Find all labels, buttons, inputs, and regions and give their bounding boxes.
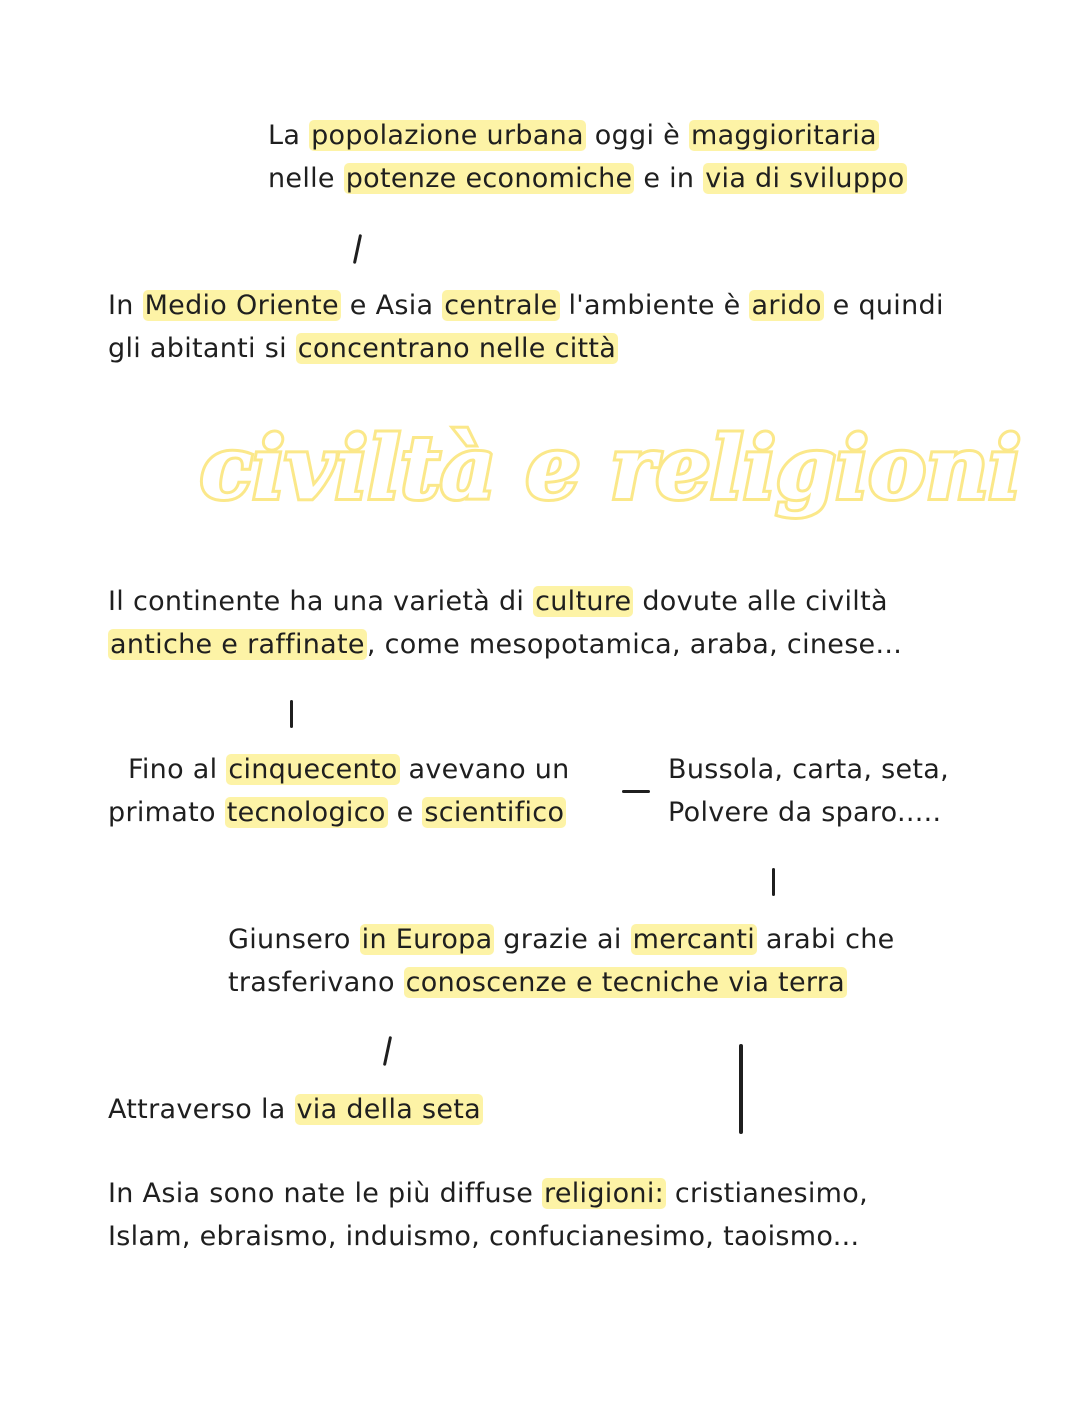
- highlight: scientifico: [424, 797, 565, 828]
- highlight: centrale: [444, 290, 558, 321]
- note-line: Giunsero in Europa grazie ai mercanti arabi che: [228, 924, 895, 955]
- highlight: cinquecento: [228, 754, 398, 785]
- highlight: religioni:: [544, 1178, 665, 1209]
- note-merchants: [228, 918, 895, 1004]
- highlight: in Europa: [361, 924, 493, 955]
- note-religions: [108, 1172, 868, 1258]
- highlight: via di sviluppo: [705, 163, 905, 194]
- note-urban-population: [268, 114, 907, 200]
- section-title: civiltà e religioni: [200, 418, 1022, 519]
- note-line: Attraverso la via della seta: [108, 1094, 482, 1125]
- highlight: antiche e raffinate: [110, 629, 365, 660]
- note-cultures: [108, 580, 902, 666]
- note-inventions: [668, 748, 949, 834]
- highlight: conoscenze e tecniche via terra: [405, 967, 846, 998]
- note-line: trasferivano conoscenze e tecniche via terra: [228, 967, 846, 998]
- connector-line: [739, 1044, 743, 1134]
- note-line: Bussola, carta, seta,: [668, 754, 949, 785]
- note-line: gli abitanti si concentrano nelle città: [108, 333, 617, 364]
- highlight: potenze economiche: [345, 163, 633, 194]
- highlight: arido: [751, 290, 822, 321]
- note-line: Polvere da sparo.....: [668, 797, 942, 828]
- note-line: Fino al cinquecento avevano un: [128, 754, 570, 785]
- connector-dash: [622, 790, 650, 793]
- highlight: Medio Oriente: [144, 290, 339, 321]
- note-line: antiche e raffinate, come mesopotamica, araba, cinese...: [110, 629, 903, 660]
- connector-slash: [353, 234, 362, 264]
- highlight: tecnologico: [226, 797, 386, 828]
- highlight: culture: [535, 586, 632, 617]
- connector-slash: [383, 1036, 392, 1066]
- connector-line: [290, 700, 293, 728]
- note-line: La popolazione urbana oggi è maggioritaria: [268, 120, 877, 151]
- note-line: Il continente ha una varietà di culture dovute alle civiltà: [108, 586, 888, 617]
- highlight: maggioritaria: [690, 120, 877, 151]
- note-line: Islam, ebraismo, induismo, confucianesimo, taoismo...: [108, 1221, 860, 1252]
- highlight: popolazione urbana: [311, 120, 584, 151]
- highlight: mercanti: [632, 924, 756, 955]
- highlight: via della seta: [296, 1094, 482, 1125]
- note-line: In Asia sono nate le più diffuse religioni: cristianesimo,: [108, 1178, 868, 1209]
- connector-line: [772, 868, 775, 896]
- note-silk-road: [108, 1088, 483, 1131]
- note-line: In Medio Oriente e Asia centrale l'ambiente è arido e quindi: [108, 290, 944, 321]
- note-technological-primacy: [108, 748, 570, 834]
- note-line: primato tecnologico e scientifico: [108, 797, 565, 828]
- highlight: concentrano nelle città: [297, 333, 617, 364]
- note-middle-east: [108, 284, 944, 370]
- note-line: nelle potenze economiche e in via di sviluppo: [268, 163, 905, 194]
